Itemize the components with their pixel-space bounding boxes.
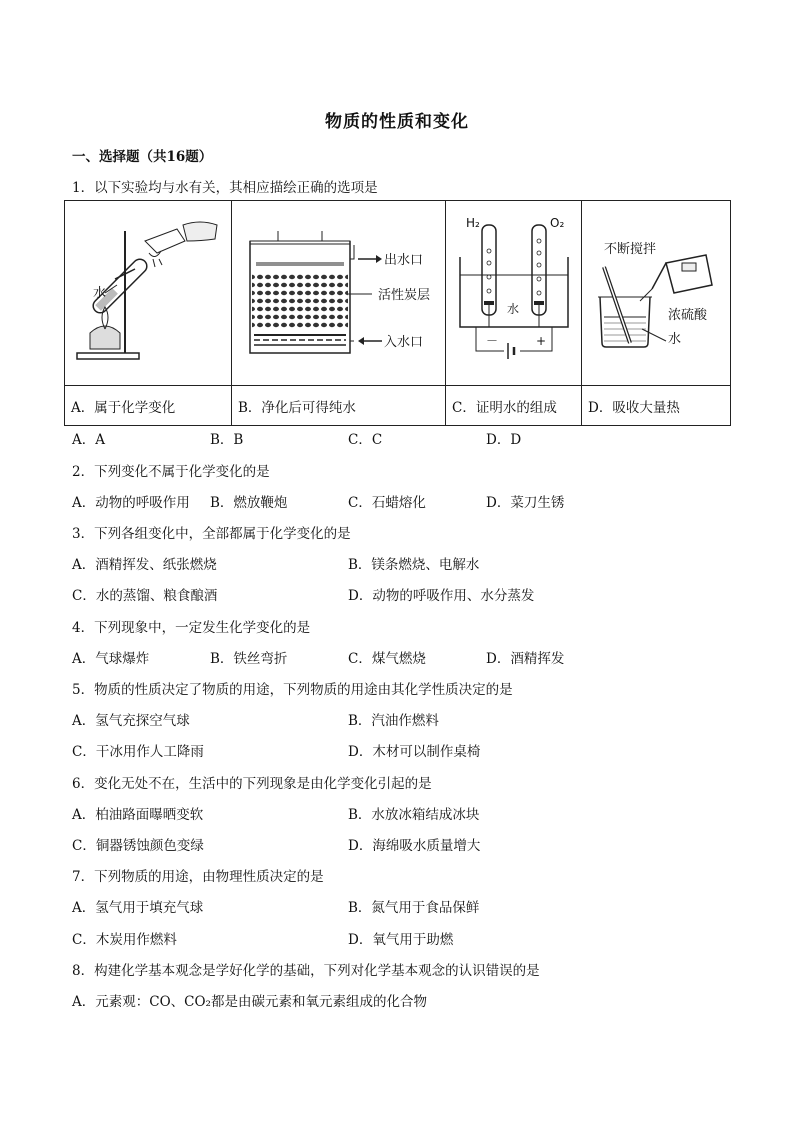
label-b-outlet: 出水口 [384,253,424,268]
q2-option-d[interactable]: D．菜刀生锈 [486,495,565,511]
question-1-stem: 1．以下实验均与水有关，其相应描绘正确的选项是 [72,180,378,196]
question-4-stem: 4．下列现象中，一定发生化学变化的是 [72,620,311,636]
q5-option-d[interactable]: D．木材可以制作桌椅 [348,744,481,760]
label-c-h2: H₂ [466,216,480,230]
question-2-stem: 2．下列变化不属于化学变化的是 [72,464,270,480]
question-6-stem: 6．变化无处不在，生活中的下列现象是由化学变化引起的是 [72,776,432,792]
q3-option-c[interactable]: C．水的蒸馏、粮食酿酒 [72,588,218,604]
figure-d-dilution [582,201,731,386]
question-5-stem: 5．物质的性质决定了物质的用途，下列物质的用途由其化学性质决定的是 [72,682,513,698]
question-1-figure-table [64,200,731,426]
question-7-stem: 7．下列物质的用途，由物理性质决定的是 [72,869,324,885]
label-a-water: 水 [93,286,107,301]
label-c-plus: + [536,334,547,348]
label-c-water: 水 [507,302,520,316]
q7-option-b[interactable]: B．氮气用于食品保鲜 [348,900,480,916]
figure-b-water-filter [232,201,446,386]
q3-option-a[interactable]: A．酒精挥发、纸张燃烧 [72,557,217,573]
q7-option-d[interactable]: D．氧气用于助燃 [348,932,454,948]
caption-a: A．属于化学变化 [65,386,232,426]
q4-option-b[interactable]: B．铁丝弯折 [210,651,288,667]
q4-option-d[interactable]: D．酒精挥发 [486,651,565,667]
page-title: 物质的性质和变化 [325,112,469,132]
q3-option-b[interactable]: B．镁条燃烧、电解水 [348,557,480,573]
q5-option-a[interactable]: A．氢气充探空气球 [72,713,190,729]
q6-option-a[interactable]: A．柏油路面曝晒变软 [72,807,204,823]
q4-option-c[interactable]: C．煤气燃烧 [348,651,426,667]
q3-option-d[interactable]: D．动物的呼吸作用、水分蒸发 [348,588,535,604]
section-heading: 一、选择题（共16题） [72,149,213,165]
q1-option-b[interactable]: B．B [210,432,244,448]
label-d-stir: 不断搅拌 [604,242,657,257]
q6-option-b[interactable]: B．水放冰箱结成冰块 [348,807,480,823]
figure-c-electrolysis [446,201,582,386]
label-d-water: 水 [668,332,682,347]
caption-c: C．证明水的组成 [446,386,582,426]
q5-option-c[interactable]: C．干冰用作人工降雨 [72,744,204,760]
label-c-o2: O₂ [550,216,565,230]
q1-option-a[interactable]: A．A [72,432,105,448]
q8-option-a[interactable]: A．元素观：CO、CO₂都是由碳元素和氧元素组成的化合物 [72,994,427,1010]
label-b-inlet: 入水口 [384,335,424,350]
q7-option-c[interactable]: C．木炭用作燃料 [72,932,177,948]
label-d-acid: 浓硫酸 [668,308,708,323]
caption-b: B．净化后可得纯水 [232,386,446,426]
q7-option-a[interactable]: A．氢气用于填充气球 [72,900,204,916]
q4-option-a[interactable]: A．气球爆炸 [72,651,150,667]
q2-option-b[interactable]: B．燃放鞭炮 [210,495,288,511]
q5-option-b[interactable]: B．汽油作燃料 [348,713,439,729]
q1-option-d[interactable]: D．D [486,432,522,448]
question-8-stem: 8．构建化学基本观念是学好化学的基础，下列对化学基本观念的认识错误的是 [72,963,540,979]
q1-option-c[interactable]: C．C [348,432,383,448]
caption-d: D．吸收大量热 [582,386,731,426]
label-b-carbon: 活性炭层 [378,288,431,303]
q2-option-a[interactable]: A．动物的呼吸作用 [72,495,190,511]
figure-a-heating-tube [65,201,232,386]
label-c-minus: － [486,334,499,348]
q6-option-c[interactable]: C．铜器锈蚀颜色变绿 [72,838,204,854]
q6-option-d[interactable]: D．海绵吸水质量增大 [348,838,481,854]
question-3-stem: 3．下列各组变化中，全部都属于化学变化的是 [72,526,351,542]
q2-option-c[interactable]: C．石蜡熔化 [348,495,426,511]
